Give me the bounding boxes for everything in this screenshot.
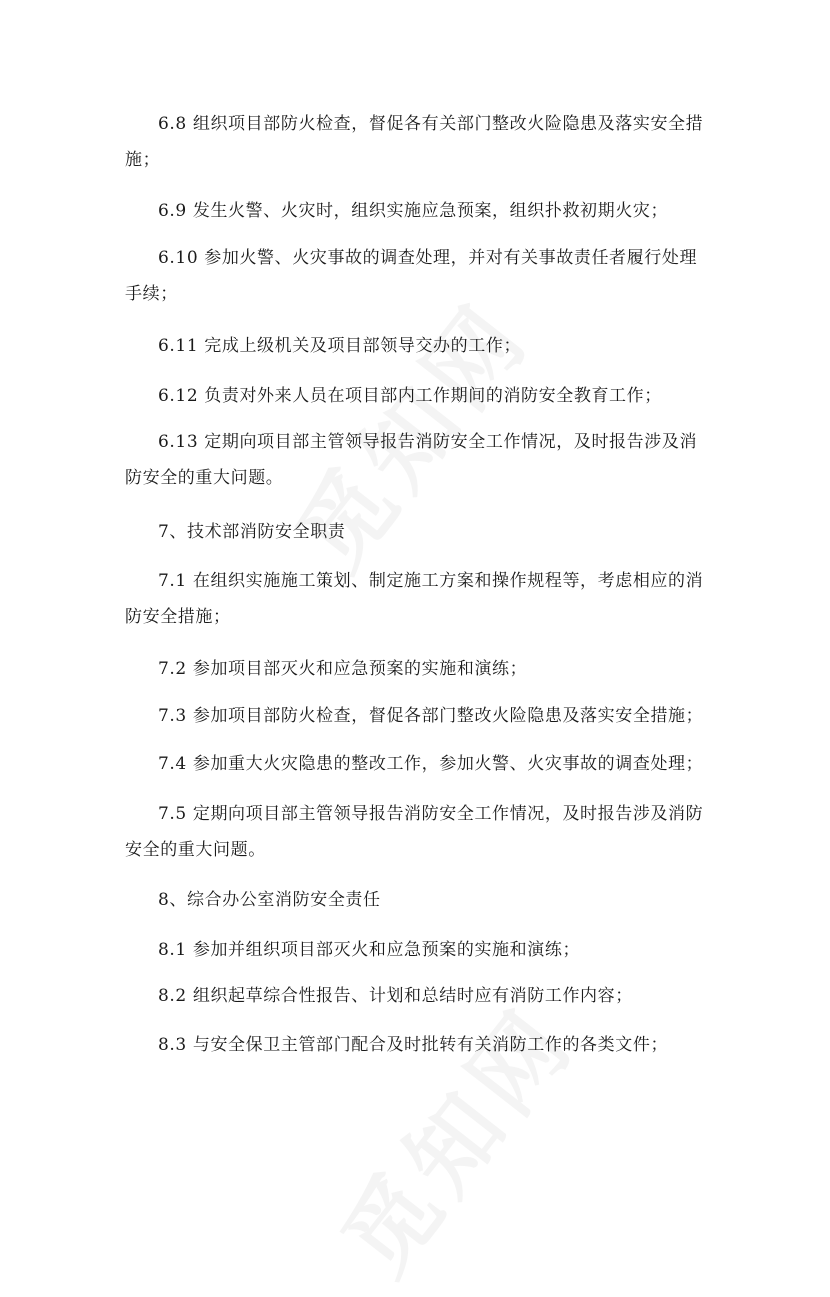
paragraph-8-2: 8.2 组织起草综合性报告、计划和总结时应有消防工作内容；	[158, 986, 633, 1006]
paragraph-6-13: 6.13 定期向项目部主管领导报告消防安全工作情况，及时报告涉及消防安全的重大问题。	[125, 432, 698, 488]
paragraph-6-8: 6.8 组织项目部防火检查，督促各有关部门整改火险隐患及落实安全措施；	[125, 114, 704, 170]
section-heading-8: 8、综合办公室消防安全责任	[158, 890, 381, 910]
paragraph-8-3: 8.3 与安全保卫主管部门配合及时批转有关消防工作的各类文件；	[158, 1035, 669, 1055]
paragraph-6-12: 6.12 负责对外来人员在项目部内工作期间的消防安全教育工作；	[158, 386, 662, 406]
paragraph-6-11: 6.11 完成上级机关及项目部领导交办的工作；	[158, 336, 522, 356]
paragraph-7-4: 7.4 参加重大火灾隐患的整改工作，参加火警、火灾事故的调查处理；	[158, 754, 704, 774]
paragraph-7-2: 7.2 参加项目部灭火和应急预案的实施和演练；	[158, 659, 528, 679]
paragraph-6-9: 6.9 发生火警、火灾时，组织实施应急预案，组织扑救初期火灾；	[158, 201, 669, 221]
watermark	[307, 975, 599, 1297]
paragraph-8-1: 8.1 参加并组织项目部灭火和应急预案的实施和演练；	[158, 940, 581, 960]
section-heading-7: 7、技术部消防安全职责	[158, 522, 346, 542]
paragraph-7-3: 7.3 参加项目部防火检查，督促各部门整改火险隐患及落实安全措施；	[158, 706, 704, 726]
paragraph-6-10: 6.10 参加火警、火灾事故的调查处理，并对有关事故责任者履行处理手续；	[125, 248, 698, 304]
paragraph-7-5: 7.5 定期向项目部主管领导报告消防安全工作情况，及时报告涉及消防安全的重大问题。	[125, 804, 704, 860]
paragraph-7-1: 7.1 在组织实施施工策划、制定施工方案和操作规程等，考虑相应的消防安全措施；	[125, 571, 704, 627]
